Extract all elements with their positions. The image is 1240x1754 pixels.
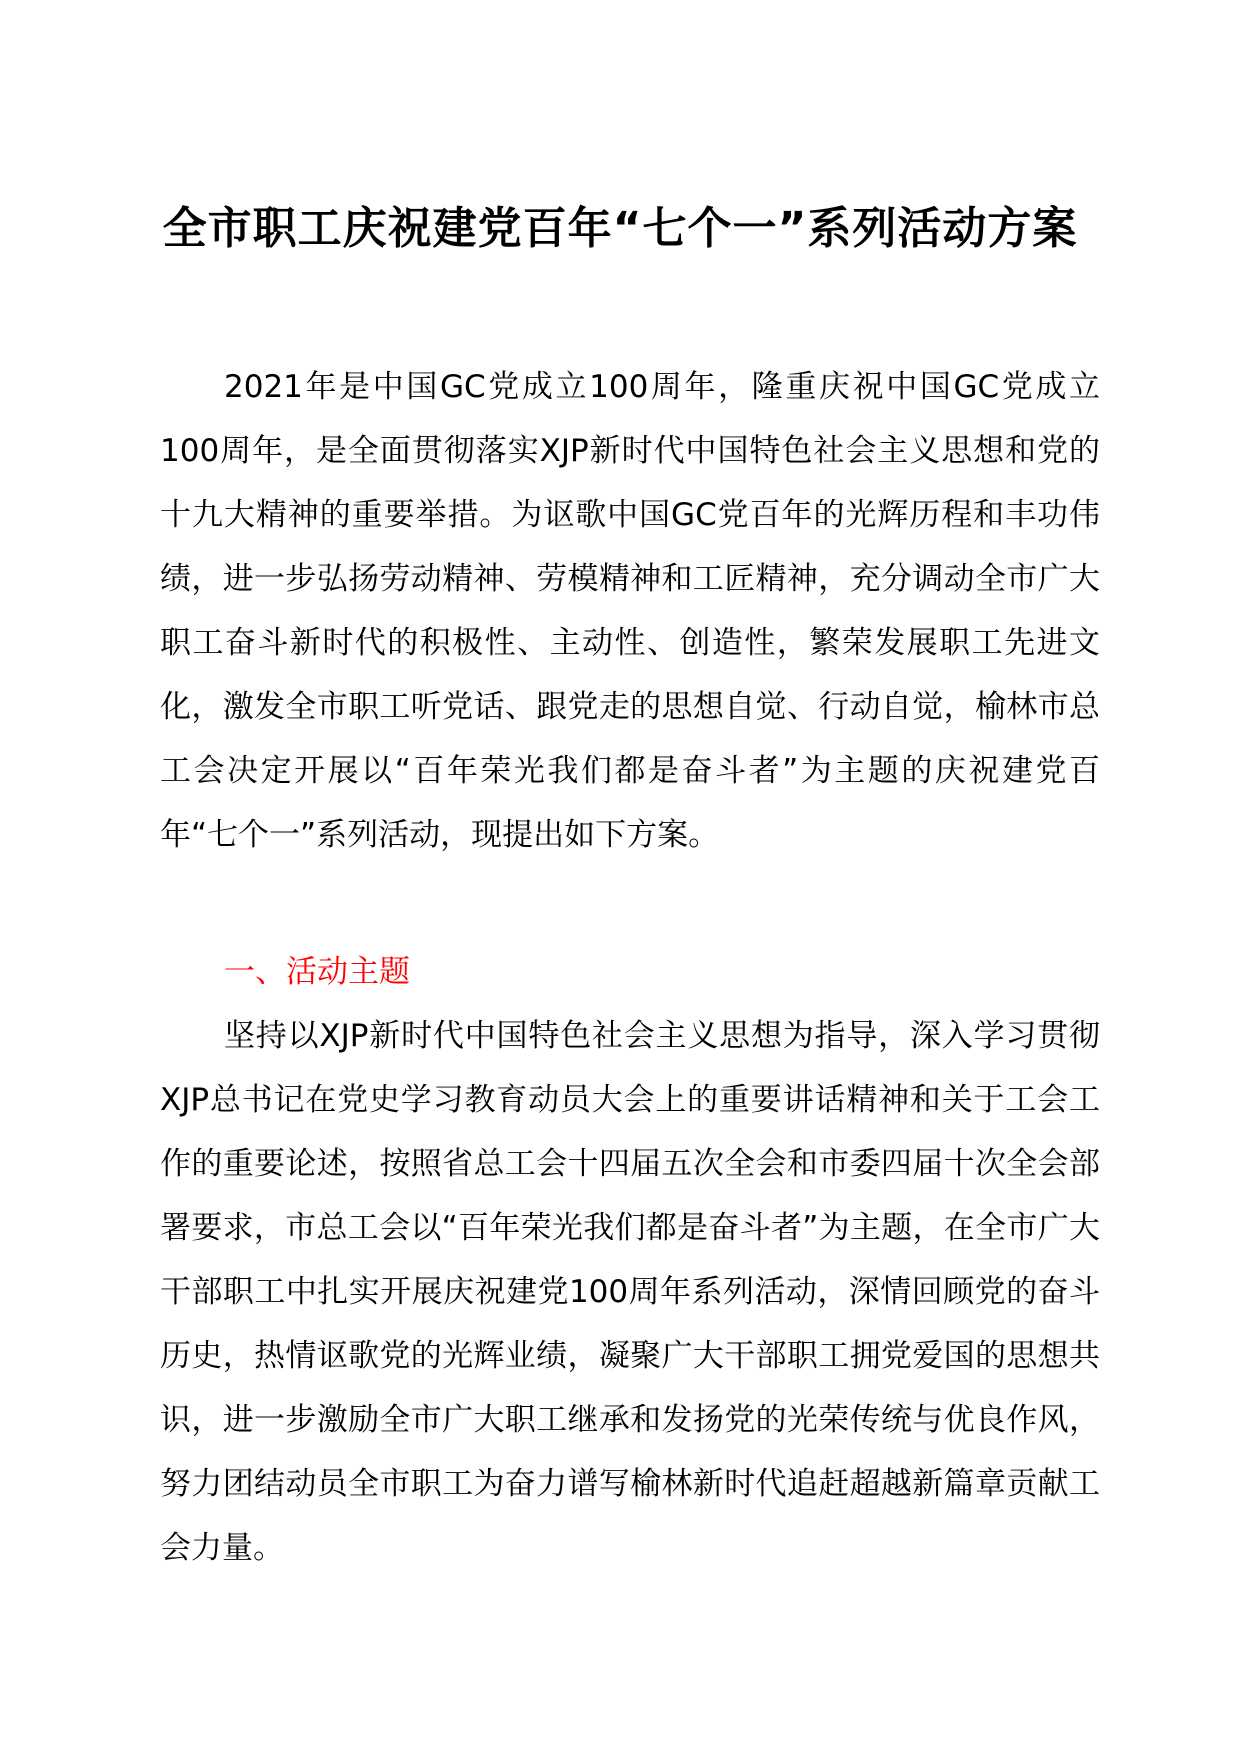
section-heading-activity-theme: 一、活动主题 [224, 954, 410, 990]
intro-paragraph: 2021年是中国GC党成立100周年，隆重庆祝中国GC党成立100周年，是全面贯彻落实XJP新时代中国特色社会主义思想和党的十九大精神的重要举措。为讴歌中国GC党百年的光辉历程和丰功伟绩，进一步弘扬劳动精神、劳模精神和工匠精神，充分调动全市广大职工奋斗新时代的积极性、主动性、创造性，繁荣发展职工先进文化，激发全市职工听党话、跟党走的思想自觉、行动自觉，榆林市总工会决定开展以“百年荣光我们都是奋斗者”为主题的庆祝建党百年“七个一”系列活动，现提出如下方案。 [160, 369, 1100, 853]
document-title: 全市职工庆祝建党百年“七个一”系列活动方案 [162, 203, 1078, 254]
theme-paragraph: 坚持以XJP新时代中国特色社会主义思想为指导，深入学习贯彻XJP总书记在党史学习教育动员大会上的重要讲话精神和关于工会工作的重要论述，按照省总工会十四届五次全会和市委四届十次全会部署要求，市总工会以“百年荣光我们都是奋斗者”为主题，在全市广大干部职工中扎实开展庆祝建党100周年系列活动，深情回顾党的奋斗历史，热情讴歌党的光辉业绩，凝聚广大干部职工拥党爱国的思想共识，进一步激励全市广大职工继承和发扬党的光荣传统与优良作风，努力团结动员全市职工为奋力谱写榆林新时代追赶超越新篇章贡献工会力量。 [160, 1018, 1100, 1566]
